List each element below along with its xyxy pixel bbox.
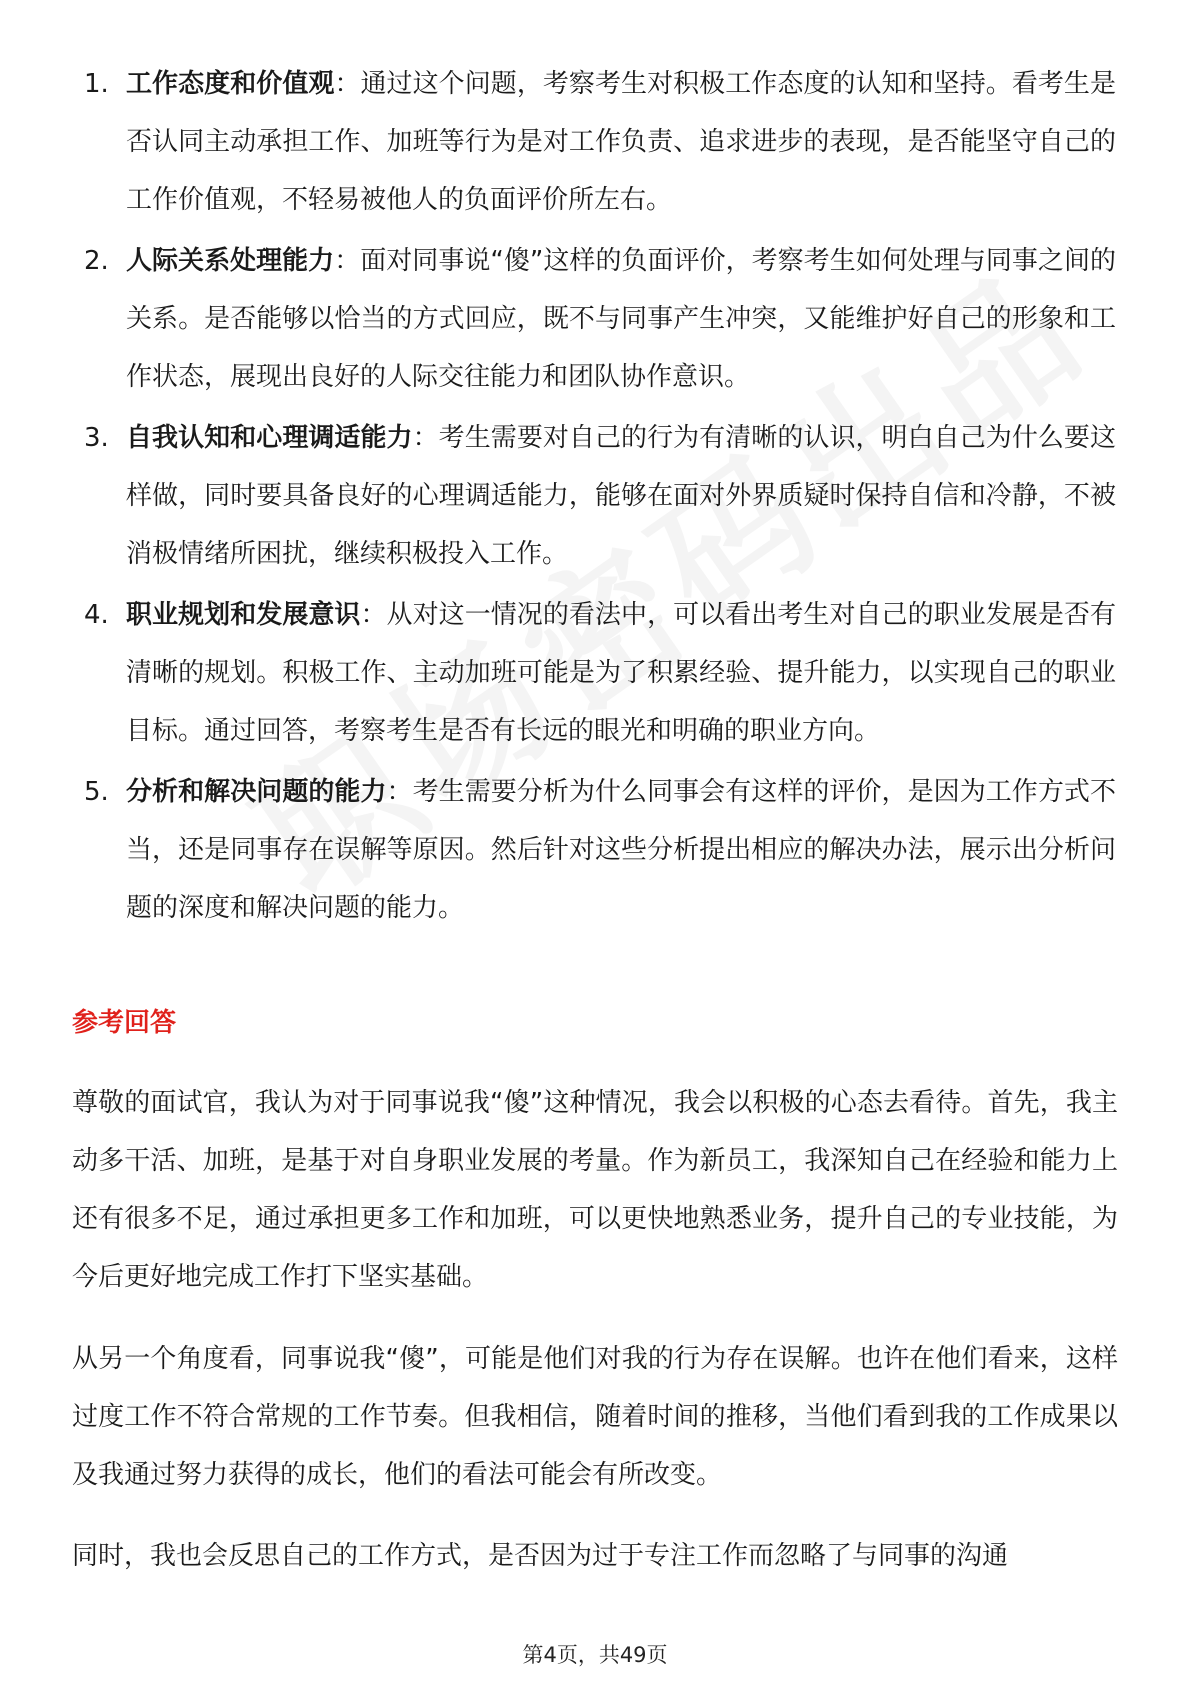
list-item-separator: ： [334,246,361,276]
list-item [0,763,1190,937]
list-item-separator: ： [412,423,439,453]
list-item-text: 从对这一情况的看法中，可以看出考生对自己的职业发展是否有清晰的规划。积极工作、主动加班可能是为了积累经验、提升能力，以实现自己的职业目标。通过回答，考察考生是否有长远的眼光和明确的职业方向。 [126,600,1116,746]
list-item [0,232,1190,406]
list-item-title: 工作态度和价值观 [126,69,335,99]
list-item-number: 3. [84,423,109,453]
list-item-number: 4. [84,600,109,630]
evaluation-points-list [0,55,1190,940]
list-item-separator: ： [386,777,413,807]
answer-paragraph: 尊敬的面试官，我认为对于同事说我“傻”这种情况，我会以积极的心态去看待。首先，我主动多干活、加班，是基于对自身职业发展的考量。作为新员工，我深知自己在经验和能力上还有很多不足，通过承担更多工作和加班，可以更快地熟悉业务，提升自己的专业技能，为今后更好地完成工作打下坚实基础。 [72,1088,1118,1292]
list-item-title: 人际关系处理能力 [126,246,335,276]
list-item-title: 分析和解决问题的能力 [126,777,387,807]
list-item-number: 2. [84,246,109,276]
page-footer: 第4页，共49页 [522,1643,668,1667]
list-item [0,586,1190,760]
list-item-text: 考生需要分析为什么同事会有这样的评价，是因为工作方式不当，还是同事存在误解等原因。然后针对这些分析提出相应的解决办法，展示出分析问题的深度和解决问题的能力。 [126,777,1116,923]
reference-answer-heading: 参考回答 [72,1008,177,1038]
list-item-separator: ： [334,69,361,99]
answer-paragraph: 同时，我也会反思自己的工作方式，是否因为过于专注工作而忽略了与同事的沟通 [72,1541,1009,1571]
list-item [0,409,1190,583]
list-item-title: 自我认知和心理调适能力 [126,423,413,453]
list-item-separator: ： [360,600,387,630]
list-item-number: 1. [84,69,109,99]
list-item-text: 通过这个问题，考察考生对积极工作态度的认知和坚持。看考生是否认同主动承担工作、加班等行为是对工作负责、追求进步的表现，是否能坚守自己的工作价值观，不轻易被他人的负面评价所左右。 [126,69,1116,215]
answer-paragraph: 从另一个角度看，同事说我“傻”，可能是他们对我的行为存在误解。也许在他们看来，这样过度工作不符合常规的工作节奏。但我相信，随着时间的推移，当他们看到我的工作成果以及我通过努力获得的成长，他们的看法可能会有所改变。 [72,1344,1118,1490]
list-item-title: 职业规划和发展意识 [126,600,361,630]
list-item-text: 面对同事说“傻”这样的负面评价，考察考生如何处理与同事之间的关系。是否能够以恰当的方式回应，既不与同事产生冲突，又能维护好自己的形象和工作状态，展现出良好的人际交往能力和团队协作意识。 [126,246,1116,392]
list-item [0,55,1190,229]
list-item-number: 5. [84,777,109,807]
list-item-text: 考生需要对自己的行为有清晰的认识，明白自己为什么要这样做，同时要具备良好的心理调适能力，能够在面对外界质疑时保持自信和冷静，不被消极情绪所困扰，继续积极投入工作。 [126,423,1116,569]
